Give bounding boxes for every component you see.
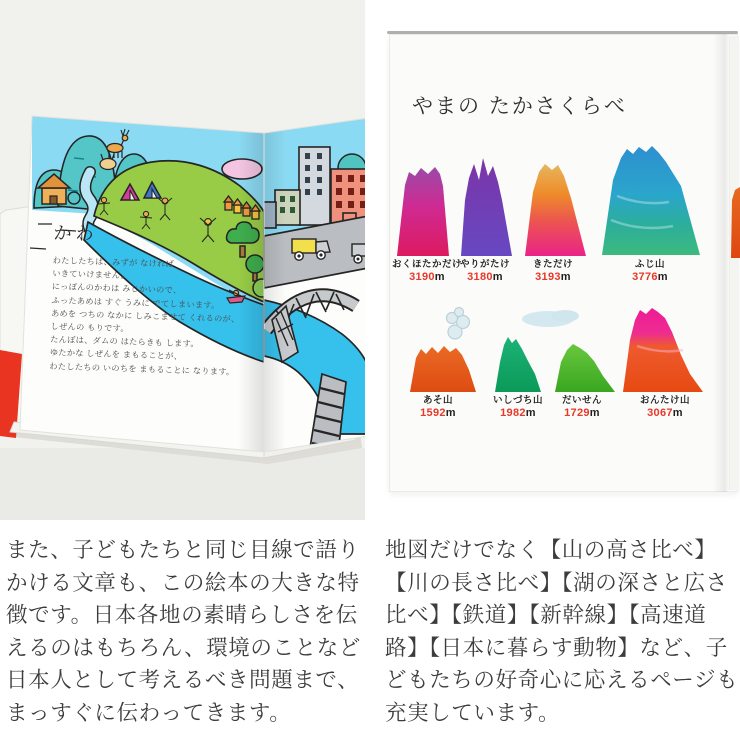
mountain-asosan [410,346,476,392]
spread-body-line: わたしたちの いのちを まもることに なります。 [49,361,235,377]
table-surface [0,448,365,520]
mountain-name: ふじ山 [634,259,665,270]
cloud-puff [551,310,579,322]
mountain-name: やりがたけ [459,259,510,270]
mountain-name: おんたけ山 [639,395,690,406]
spread-body-line: わたしたちは、みずが なければ [52,255,175,269]
caption-left [6,534,371,729]
book-spread-text [49,219,254,379]
mountain-height: 1592m [420,407,456,419]
mountain-okuhotakadake [397,167,449,256]
mountain-ishizuchisan [495,337,541,392]
caption-line: 【川の長さ比べ】【湖の深さと広さ [385,570,728,595]
caption-line: 徴です。日本各地の素晴らしさを伝 [6,603,358,627]
spread-body-line: ゆたかな しぜんを まもることが、 [49,348,183,362]
mountain-name: いしづち山 [492,395,543,406]
caption-line: 比べ】【鉄道】【新幹線】【高速道 [385,603,707,627]
mountain-height: 1729m [564,407,600,419]
gutter-shadow-right [264,118,286,453]
spread-body-line: にっぽんのかわは みじかいので、 [51,282,182,296]
caption-line: 日本人として考えるべき問題まで、 [6,668,360,692]
mountain-name: あそ山 [422,395,453,406]
mountain-fujisan [602,146,700,255]
mountain-height: 1982m [500,407,536,419]
photo-right-book-page [385,0,740,520]
mountain-daisen [555,344,615,392]
mountain-partial-next-page [731,187,740,258]
mountain-height: 3180m [467,271,503,283]
caption-line: 地図だけでなく【山の高さ比べ】 [385,538,717,562]
mountain-yarigatake [461,158,512,256]
mountain-height: 3067m [647,407,683,419]
mountain-label [511,258,595,284]
smoke-cloud [447,308,470,340]
photo-left-book-spread [0,0,365,520]
mountain-height: 3193m [535,271,571,283]
mountain-label [623,394,707,420]
caption-line: かける文章も、この絵本の大きな特 [6,570,360,595]
spread-body-line: いきていけません。 [52,269,130,281]
mountain-label [396,394,480,420]
spread-title: かわ [53,222,98,245]
page-fold-shadow [713,34,730,492]
spread-body-line: たんぼは、ダムの はたらきも します。 [50,335,200,349]
caption-line: また、子どもたちと同じ目線で語り [6,538,360,562]
caption-line: まっすぐに伝わってきます。 [6,700,292,725]
caption-line: どもたちの好奇心に応えるページも [385,668,739,692]
mountain-height: 3190m [409,271,445,283]
mountain-kitadake [525,164,586,256]
mountain-name: だいせん [561,395,602,406]
caption-line: えるのはもちろん、環境のことなど [6,635,361,660]
mountain-name: きただけ [532,259,573,270]
mountain-label [608,258,692,284]
spread-body-line: ふったあめは すぐ うみに でてしまいます。 [51,295,220,310]
mountain-label [540,394,624,420]
mountain-name: おくほたかだけ [391,259,462,270]
spread-body-line: しぜんの もりです。 [50,321,130,334]
spread-body-line: あめを つちの なかに しみこませて くれるのが、 [50,308,240,324]
caption-line: 路】【日本に暮らす動物】など、子 [385,635,728,660]
mountain-height: 3776m [632,271,668,283]
caption-right [385,534,740,729]
caption-line: 充実しています。 [385,700,561,725]
page-title: やまの たかさくらべ [412,95,627,118]
